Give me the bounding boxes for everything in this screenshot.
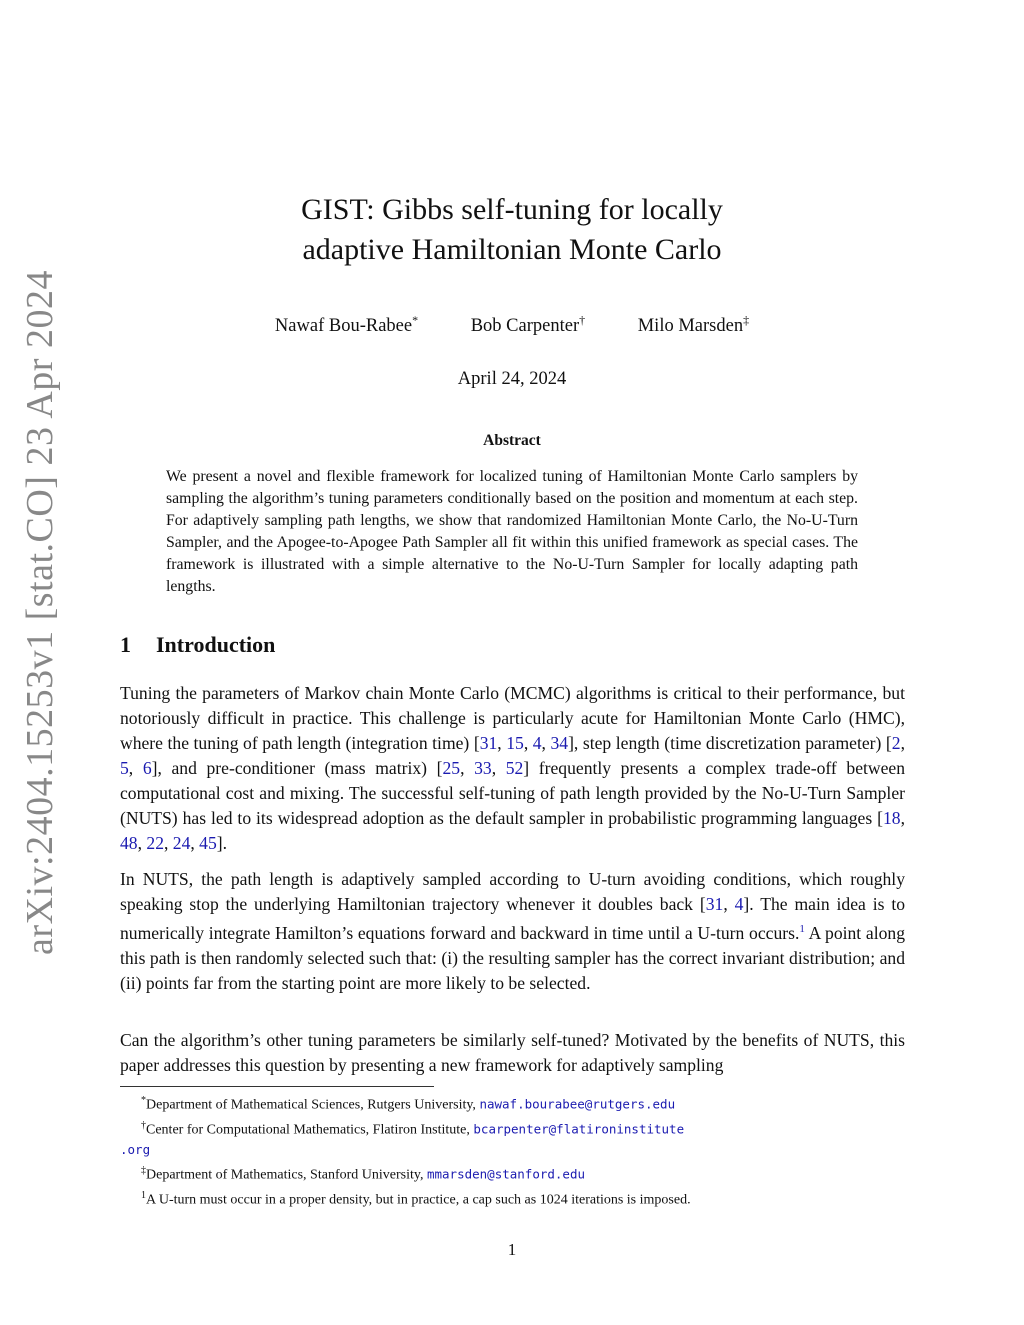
footnote-affiliation-3: ‡Department of Mathematics, Stanford University, mmarsden@stanford.edu: [141, 1165, 586, 1183]
citation-link[interactable]: 4: [734, 894, 744, 914]
citation-link[interactable]: 45: [199, 833, 217, 853]
section-number: 1: [120, 632, 131, 657]
citation-link[interactable]: 24: [172, 833, 191, 853]
citation-link[interactable]: 31: [479, 733, 498, 753]
author-3: Milo Marsden‡: [637, 313, 750, 337]
paper-title: [0, 190, 1024, 270]
email-link-continued[interactable]: .org: [120, 1142, 151, 1158]
footnote-1: $^1$A U-turn must occur in a proper density, but in practice, a cap such as 1024 iterations is imposed.: [141, 1189, 691, 1208]
citation-link[interactable]: 33: [474, 758, 492, 778]
email-link[interactable]: bcarpenter@flatironinstitute: [473, 1121, 685, 1137]
footnote-marker[interactable]: 1: [799, 923, 805, 935]
section-title: Introduction: [156, 632, 276, 657]
footnote-affiliation-1: *Department of Mathematical Sciences, Rutgers University, nawaf.bourabee@rutgers.edu: [141, 1095, 676, 1113]
citation-link[interactable]: 5: [120, 758, 129, 778]
footnote-affiliation-2: †Center for Computational Mathematics, Flatiron Institute, bcarpenter@flatironinstitute: [141, 1119, 685, 1138]
paper-date: April 24, 2024: [457, 369, 567, 389]
title-line-1: GIST: Gibbs self-tuning for locally: [301, 193, 723, 226]
citation-link[interactable]: 4: [532, 733, 542, 753]
citation-link[interactable]: 31: [705, 894, 724, 914]
abstract-heading: Abstract: [483, 432, 541, 449]
footnote-rule: [120, 1086, 434, 1087]
citation-link[interactable]: 52: [505, 758, 524, 778]
citation-link[interactable]: 18: [883, 808, 901, 828]
author-1: Nawaf Bou-Rabee*: [274, 313, 419, 337]
citation-link[interactable]: 34: [550, 733, 569, 753]
abstract-text: We present a novel and flexible framework for localized tuning of Hamiltonian Monte Carlo samplers by sampling the algorithm’s tuning parameters conditionally based on the position and momentum at each step. For adaptively sampling path lengths, we show that randomized Hamiltonian Monte Carlo, the No-U-Turn Sampler, and the Apogee-to-Apogee Path Sampler all fit within this unified framework as special cases. The framework is illustrated with a simple alternative to the No-U-Turn Sampler for locally adapting path lengths.: [166, 468, 858, 595]
footnote-affiliation-2-wrap: [120, 1140, 920, 1161]
citation-link[interactable]: 48: [120, 833, 138, 853]
email-link[interactable]: mmarsden@stanford.edu: [426, 1166, 586, 1182]
citation-link[interactable]: 15: [506, 733, 524, 753]
author-2: Bob Carpenter†: [470, 313, 586, 337]
citation-link[interactable]: 2: [891, 733, 901, 753]
email-link[interactable]: nawaf.bourabee@rutgers.edu: [479, 1096, 676, 1112]
footnotes: [120, 1091, 920, 1211]
author-list: [0, 313, 1024, 337]
citation-link[interactable]: 25: [442, 758, 461, 778]
title-line-2: adaptive Hamiltonian Monte Carlo: [302, 233, 722, 266]
arxiv-stamp: arXiv:2404.15253v1 [stat.CO] 23 Apr 2024: [19, 270, 61, 955]
paragraph-1: Tuning the parameters of Markov chain Monte Carlo (MCMC) algorithms is critical to their performance, but notoriously difficult in practice. This challenge is particularly acute for Hamiltonian Monte Carlo (HMC), where the tuning of path length (integration time) [31, 15, 4, 34], step length (time discretization parameter) [2, 5, 6], and pre-conditioner (mass matrix) [25, 33, 52] frequently presents a complex trade-off between computational cost and mixing. The successful self-tuning of path length provided by the No-U-Turn Sampler (NUTS) has led to its widespread adoption as the default sampler in probabilistic programming languages [18, 48, 22, 24, 45].: [120, 683, 906, 853]
citation-link[interactable]: 22: [146, 833, 164, 853]
citation-link[interactable]: 6: [142, 758, 152, 778]
page-number: 1: [507, 1240, 517, 1259]
paragraph-3: Can the algorithm’s other tuning parameters be similarly self-tuned? Motivated by the benefits of NUTS, this paper addresses this question by presenting a new framework for adaptively sampling: [120, 1030, 905, 1075]
paragraph-2: In NUTS, the path length is adaptively sampled according to U-turn avoiding conditions, which roughly speaking stop the underlying Hamiltonian trajectory whenever it doubles back [31, 4]. The main idea is to numerically integrate Hamilton’s equations forward and backward in time until a U-turn occurs.$^1$ A point along this path is then randomly selected such that: (i) the resulting sampler has the correct invariant distribution; and (ii) points far from the starting point are more likely to be selected.: [120, 869, 906, 993]
section-heading: [120, 632, 275, 658]
